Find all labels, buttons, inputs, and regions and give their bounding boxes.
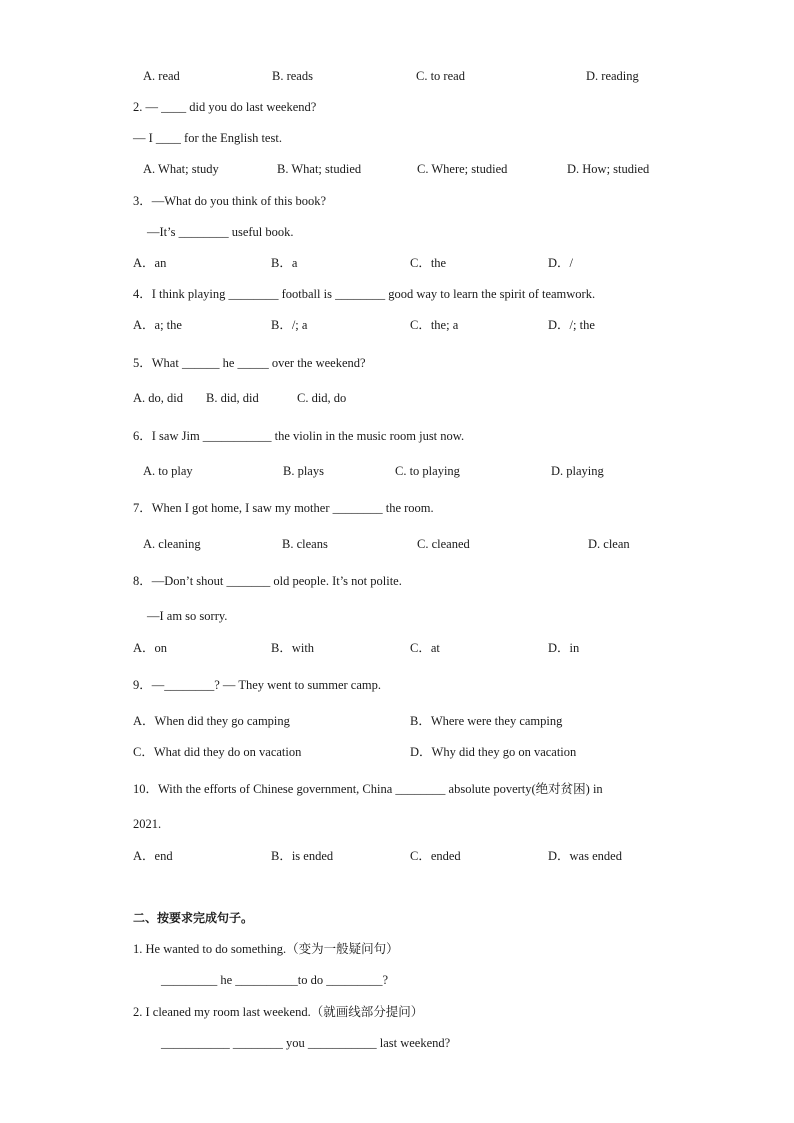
q5-option-c: C. did, do bbox=[297, 391, 347, 405]
q8-option-c: C．at bbox=[410, 641, 440, 655]
q3-option-c: C．the bbox=[410, 256, 447, 270]
q8-option-b: B．with bbox=[271, 641, 315, 655]
q4-option-c: C．the; a bbox=[410, 318, 459, 332]
q5-option-b: B. did, did bbox=[206, 391, 259, 405]
q7-option-d: D. clean bbox=[588, 537, 630, 551]
q10-option-b: B．is ended bbox=[271, 849, 334, 863]
q1-option-c: C. to read bbox=[416, 69, 465, 83]
q4-stem: 4．I think playing ________ football is ________ good way to learn the spirit of teamwork. bbox=[133, 287, 596, 301]
q1-option-a: A. read bbox=[143, 69, 180, 83]
q7-option-b: B. cleans bbox=[282, 537, 328, 551]
q2-option-d: D. How; studied bbox=[567, 162, 650, 176]
q2-option-a: A. What; study bbox=[143, 162, 219, 176]
q10-option-c: C．ended bbox=[410, 849, 461, 863]
q3-stem: 3．—What do you think of this book? bbox=[133, 194, 327, 208]
section-2-item-1-answer: _________ he __________to do _________? bbox=[161, 973, 389, 987]
q9-stem: 9．—________? — They went to summer camp. bbox=[133, 678, 381, 692]
q3-option-a: A．an bbox=[133, 256, 167, 270]
section-2-item-2-answer: ___________ ________ you ___________ last weekend? bbox=[161, 1036, 451, 1050]
q6-stem: 6．I saw Jim ___________ the violin in the music room just now. bbox=[133, 429, 465, 443]
q3-reply: —It’s ________ useful book. bbox=[147, 225, 294, 239]
q10-option-d: D．was ended bbox=[548, 849, 622, 863]
q3-option-d: D．/ bbox=[548, 256, 574, 270]
q5-option-a: A. do, did bbox=[133, 391, 183, 405]
q3-option-b: B．a bbox=[271, 256, 298, 270]
q8-option-a: A．on bbox=[133, 641, 168, 655]
q8-stem: 8．—Don’t shout _______ old people. It’s not polite. bbox=[133, 574, 402, 588]
q6-option-b: B. plays bbox=[283, 464, 324, 478]
q9-option-d: D．Why did they go on vacation bbox=[410, 745, 577, 759]
q9-option-c: C．What did they do on vacation bbox=[133, 745, 302, 759]
q6-option-d: D. playing bbox=[551, 464, 604, 478]
q6-option-c: C. to playing bbox=[395, 464, 460, 478]
q7-option-c: C. cleaned bbox=[417, 537, 470, 551]
section-2-title: 二、按要求完成句子。 bbox=[133, 911, 254, 925]
q10-option-a: A．end bbox=[133, 849, 173, 863]
q2-reply: — I ____ for the English test. bbox=[133, 131, 282, 145]
q7-stem: 7．When I got home, I saw my mother ________ the room. bbox=[133, 501, 434, 515]
q4-option-b: B．/; a bbox=[271, 318, 308, 332]
q1-option-d: D. reading bbox=[586, 69, 639, 83]
q5-stem: 5．What ______ he _____ over the weekend? bbox=[133, 356, 366, 370]
q8-option-d: D．in bbox=[548, 641, 580, 655]
q9-option-b: B．Where were they camping bbox=[410, 714, 563, 728]
q2-stem: 2. — ____ did you do last weekend? bbox=[133, 100, 317, 114]
q8-reply: —I am so sorry. bbox=[147, 609, 228, 623]
section-2-item-2-prompt: 2. I cleaned my room last weekend.（就画线部分提问） bbox=[133, 1005, 424, 1019]
q7-option-a: A. cleaning bbox=[143, 537, 201, 551]
q6-option-a: A. to play bbox=[143, 464, 193, 478]
section-2-item-1-prompt: 1. He wanted to do something.（变为一般疑问句） bbox=[133, 942, 399, 956]
q9-option-a: A．When did they go camping bbox=[133, 714, 290, 728]
q2-option-c: C. Where; studied bbox=[417, 162, 508, 176]
q10-stem: 10．With the efforts of Chinese government, China ________ absolute poverty(绝对贫困) in bbox=[133, 782, 603, 796]
q10-stem-continued: 2021. bbox=[133, 817, 162, 831]
q1-option-b: B. reads bbox=[272, 69, 313, 83]
q4-option-d: D．/; the bbox=[548, 318, 595, 332]
q4-option-a: A．a; the bbox=[133, 318, 182, 332]
q2-option-b: B. What; studied bbox=[277, 162, 362, 176]
